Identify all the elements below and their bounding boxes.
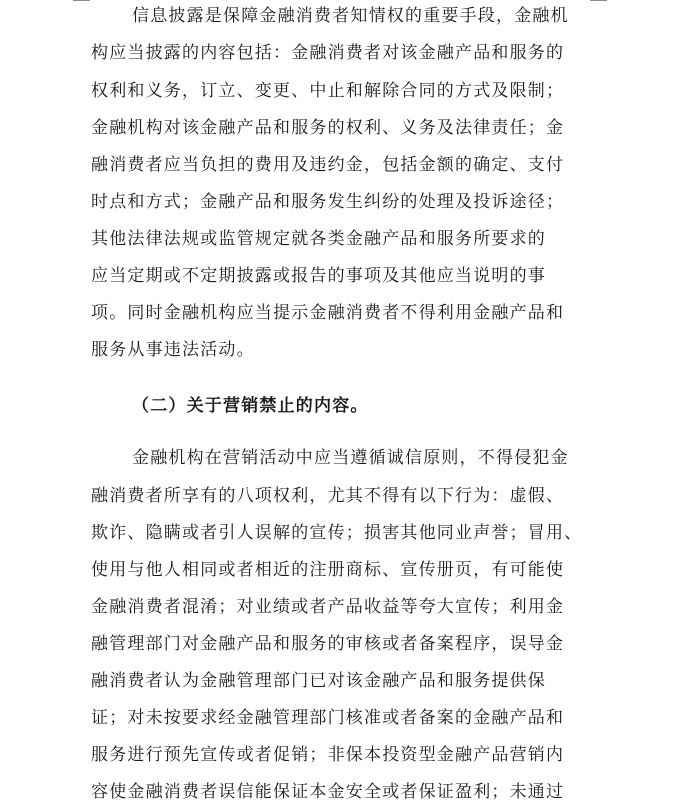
text-line: 使用与他人相同或者相近的注册商标、宣传册页，有可能使: [91, 560, 565, 580]
text-line: 应当定期或不定期披露或报告的事项及其他应当说明的事: [91, 266, 546, 286]
text-line: 金融机构对该金融产品和服务的权利、义务及法律责任；金: [91, 118, 565, 138]
text-line: 信息披露是保障金融消费者知情权的重要手段，金融机: [132, 6, 569, 26]
text-line: 融消费者应当负担的费用及违约金，包括金额的确定、支付: [91, 155, 565, 175]
text-line: 欺诈、隐瞒或者引人误解的宣传；损害其他同业声誉；冒用、: [91, 523, 583, 543]
section-heading: （二）关于营销禁止的内容。: [132, 396, 369, 416]
text-line: 证；对未按要求经金融管理部门核准或者备案的金融产品和: [91, 708, 565, 728]
text-line: 融消费者所享有的八项权利，尤其不得有以下行为：虚假、: [91, 486, 565, 506]
text-line: 其他法律法规或监管规定就各类金融产品和服务所要求的: [91, 229, 546, 249]
text-line: 服务进行预先宣传或者促销；非保本投资型金融产品营销内: [91, 745, 565, 765]
text-line: 金融消费者混淆；对业绩或者产品收益等夸大宣传；利用金: [91, 597, 565, 617]
text-line: 构应当披露的内容包括：金融消费者对该金融产品和服务的: [91, 43, 565, 63]
text-line: 时点和方式；金融产品和服务发生纠纷的处理及投诉途径；: [91, 192, 565, 212]
text-line: 融消费者认为金融管理部门已对该金融产品和服务提供保: [91, 671, 546, 691]
text-line: 服务从事违法活动。: [91, 340, 255, 360]
text-line: 容使金融消费者误信能保证本金安全或者保证盈利；未通过: [91, 782, 565, 802]
text-line: 融管理部门对金融产品和服务的审核或者备案程序，误导金: [91, 634, 565, 654]
text-line: 项。同时金融机构应当提示金融消费者不得利用金融产品和: [91, 303, 565, 323]
text-line: 金融机构在营销活动中应当遵循诚信原则，不得侵犯金: [132, 448, 569, 468]
text-line: 权利和义务，订立、变更、中止和解除合同的方式及限制；: [91, 81, 565, 101]
crop-mark-right: [590, 0, 607, 1]
crop-mark-left: [73, 0, 90, 1]
